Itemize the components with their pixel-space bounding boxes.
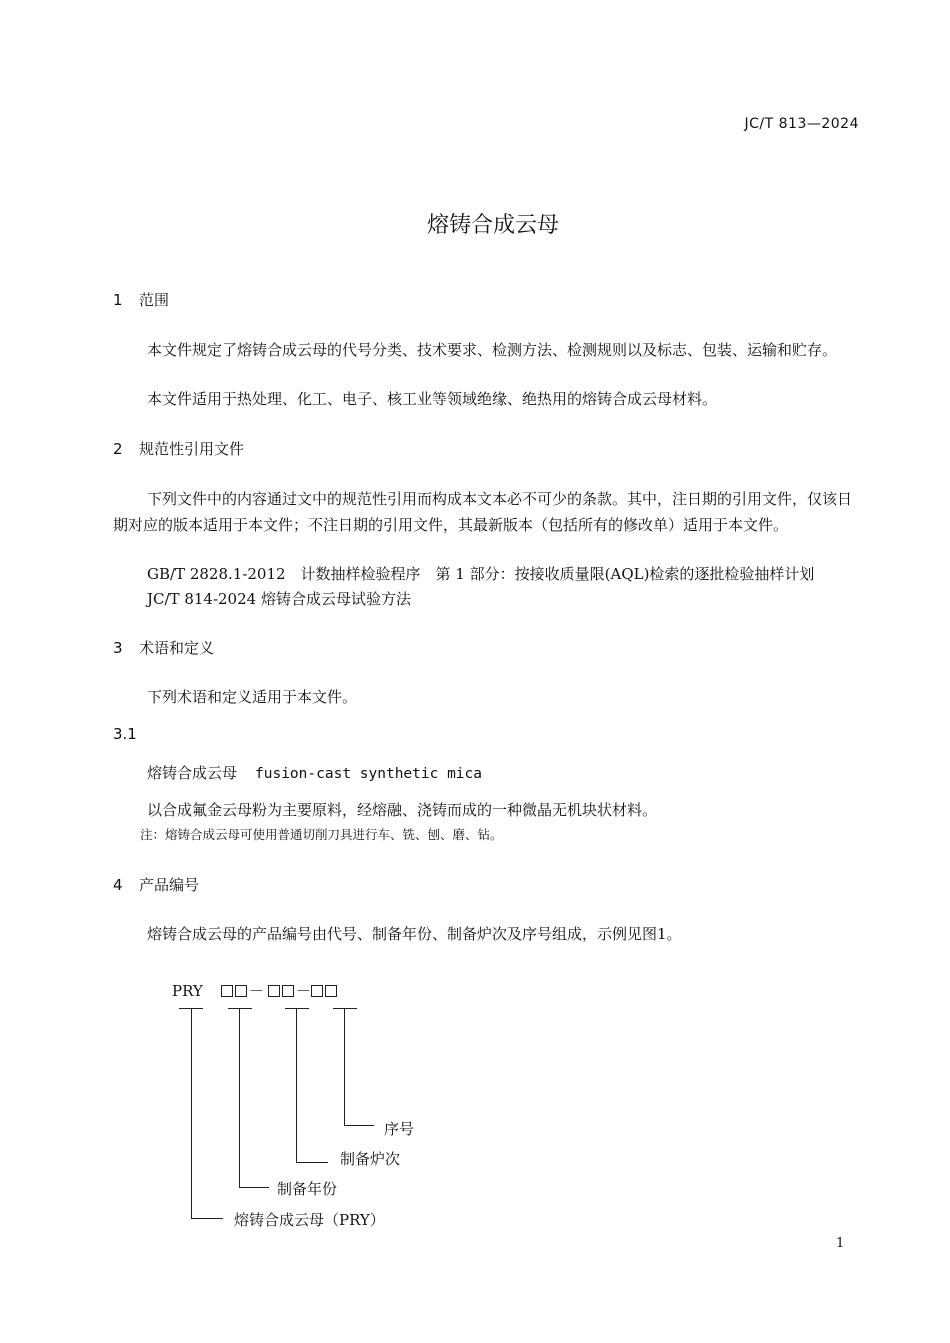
page-title: 熔铸合成云母 — [426, 213, 559, 238]
section-3-paragraph-1: 下列术语和定义适用于本文件。 — [147, 688, 358, 706]
placeholder-box-icon — [325, 985, 337, 997]
label-year: 制备年份 — [277, 1180, 338, 1198]
section-number: 3 — [113, 639, 123, 657]
section-1-paragraph-2: 本文件适用于热处理、化工、电子、核工业等领域绝缘、绝热用的熔铸合成云母材料。 — [147, 390, 718, 408]
placeholder-box-icon — [311, 985, 323, 997]
section-1-paragraph-1: 本文件规定了熔铸合成云母的代号分类、技术要求、检测方法、检测规则以及标志、包装、运输和贮存。 — [147, 341, 838, 359]
section-2-paragraph-1: 下列文件中的内容通过文中的规范性引用而构成本文本必不可少的条款。其中，注日期的引用文件，仅该日期对应的版本适用于本文件；不注日期的引用文件，其最新版本（包括所有的修改单）适用于本文件。 — [113, 490, 853, 534]
placeholder-box-icon — [235, 985, 247, 997]
term-definition: 以合成氟金云母粉为主要原料，经熔融、浇铸而成的一种微晶无机块状材料。 — [147, 801, 658, 819]
connector-line — [191, 1008, 192, 1219]
diagram-dash: － — [248, 982, 264, 1000]
placeholder-box-icon — [268, 985, 280, 997]
page-number: 1 — [836, 1236, 845, 1251]
connector-line — [239, 1008, 240, 1188]
placeholder-box-icon — [221, 985, 233, 997]
diagram-dash: － — [295, 982, 311, 1000]
label-product-code: 熔铸合成云母（PRY） — [234, 1211, 385, 1229]
diagram-prefix: PRY — [172, 982, 203, 1000]
connector-line — [296, 1008, 297, 1163]
section-title: 范围 — [139, 291, 170, 309]
leader-line — [344, 1125, 374, 1126]
section-4-heading — [113, 874, 199, 895]
subsection-number: 3.1 — [113, 725, 137, 743]
placeholder-box-icon — [282, 985, 294, 997]
section-title: 规范性引用文件 — [139, 440, 245, 458]
leader-line — [296, 1162, 328, 1163]
document-code: JC/T 813—2024 — [744, 116, 859, 132]
reference-2: JC/T 814-2024 熔铸合成云母试验方法 — [147, 590, 411, 608]
section-2-heading — [113, 438, 244, 459]
term-chinese: 熔铸合成云母 — [147, 764, 238, 782]
leader-line — [239, 1187, 269, 1188]
reference-1: GB/T 2828.1-2012 计数抽样检验程序 第 1 部分：按接收质量限(AQL)检索的逐批检验抽样计划 — [147, 565, 815, 583]
term-note: 注：熔铸合成云母可使用普通切削刀具进行车、铣、刨、磨、钻。 — [140, 827, 503, 842]
term-english: fusion-cast synthetic mica — [255, 766, 482, 782]
section-title: 术语和定义 — [139, 639, 215, 657]
label-batch: 制备炉次 — [340, 1150, 401, 1168]
section-1-heading — [113, 289, 169, 310]
section-3-heading — [113, 637, 214, 658]
connector-line — [344, 1008, 345, 1126]
label-serial-number: 序号 — [384, 1120, 415, 1138]
term-entry — [147, 762, 482, 783]
section-4-paragraph-1: 熔铸合成云母的产品编号由代号、制备年份、制备炉次及序号组成，示例见图1。 — [147, 925, 682, 943]
section-number: 2 — [113, 440, 123, 458]
section-number: 4 — [113, 876, 123, 894]
section-number: 1 — [113, 291, 123, 309]
diagram-code-row — [172, 980, 339, 1001]
leader-line — [191, 1218, 223, 1219]
section-title: 产品编号 — [139, 876, 200, 894]
